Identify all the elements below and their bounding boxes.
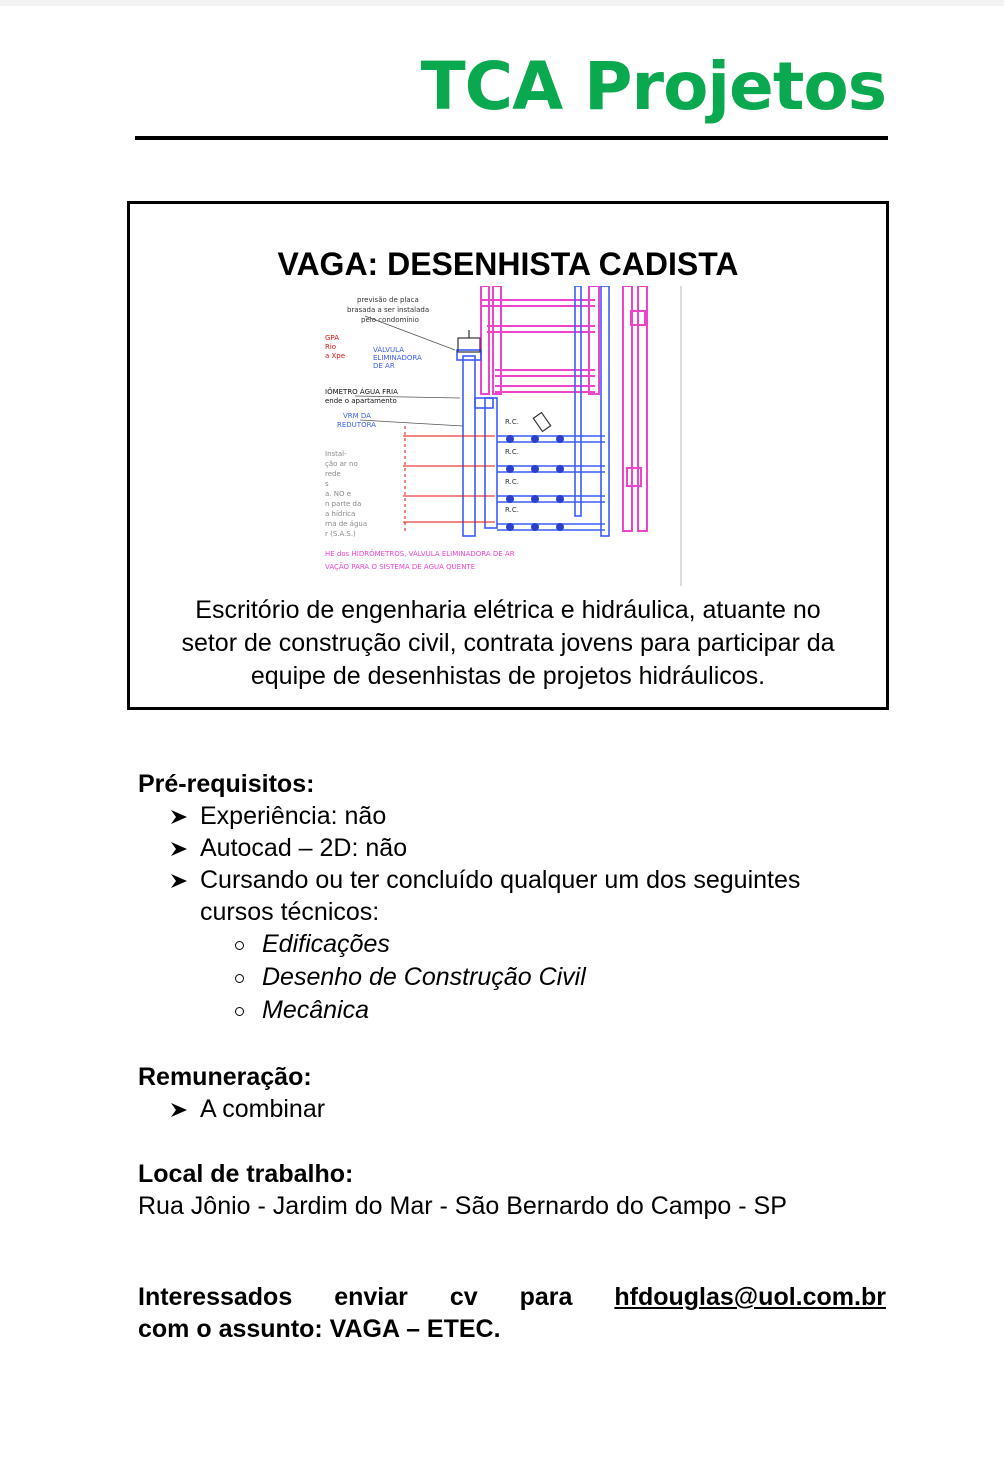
contact-word: cv xyxy=(449,1283,478,1311)
requirement-item-courses xyxy=(200,864,898,1027)
contact-word: para xyxy=(519,1283,573,1311)
job-description xyxy=(130,594,886,693)
course-item xyxy=(262,928,898,961)
note-top-3: pelo condomínio xyxy=(361,316,419,324)
note-top-1: previsão de placa xyxy=(357,296,419,304)
pay-section xyxy=(138,1061,898,1125)
location-section xyxy=(138,1158,898,1222)
pay-item xyxy=(200,1093,898,1125)
requirement-item xyxy=(200,832,898,864)
leader-lines xyxy=(355,316,463,426)
courses-list xyxy=(200,928,898,1027)
description-line: Escritório de engenharia elétrica e hidráulica, atuante no xyxy=(195,596,821,624)
pay-title: Remuneração: xyxy=(138,1063,312,1091)
requirement-item xyxy=(200,800,898,832)
requirements-title: Pré-requisitos: xyxy=(138,770,315,798)
courses-intro-line: cursos técnicos: xyxy=(200,898,380,926)
circle-bullet-icon xyxy=(235,1007,244,1016)
side-note-4: s xyxy=(325,480,329,488)
course-text: Mecânica xyxy=(262,996,369,1024)
course-item xyxy=(262,994,898,1027)
side-note-9: r (S.A.S.) xyxy=(325,530,356,538)
requirements-list xyxy=(138,800,898,1027)
contact-word: Interessados xyxy=(138,1283,293,1311)
red-dimension-lines xyxy=(403,426,495,531)
valve-label-3: DE AR xyxy=(373,362,395,370)
rc-label-1: R.C. xyxy=(505,418,519,426)
circle-bullet-icon xyxy=(235,974,244,983)
side-note-8: rna de água xyxy=(325,520,368,528)
course-item xyxy=(262,961,898,994)
arrowhead-bullet-icon xyxy=(170,809,188,825)
contact-email-link[interactable]: hfdouglas@uol.com.br xyxy=(614,1283,886,1311)
page-top-band xyxy=(0,0,1004,6)
valve-label-1: VÁLVULA xyxy=(373,346,405,354)
location-address: Rua Jônio - Jardim do Mar - São Bernardo do Campo - SP xyxy=(138,1192,787,1220)
side-note-6: n parte da xyxy=(325,500,362,508)
description-line: equipe de desenhistas de projetos hidráulicos. xyxy=(250,662,766,690)
rc-label-4: R.C. xyxy=(505,506,519,514)
note-red-1: GPA xyxy=(325,334,339,342)
side-note-2: ção ar no xyxy=(325,460,358,468)
rc-label-2: R.C. xyxy=(505,448,519,456)
note-red-2: Rio xyxy=(325,343,337,351)
side-note-3: rede xyxy=(325,470,341,478)
course-text: Desenho de Construção Civil xyxy=(262,963,586,991)
magenta-risers xyxy=(623,286,647,531)
note-top-2: brasada a ser instalada xyxy=(347,306,430,314)
side-note-5: a. NO e xyxy=(325,490,352,498)
arrowhead-bullet-icon xyxy=(170,1102,188,1118)
rc-label-3: R.C. xyxy=(505,478,519,486)
contact-line-1 xyxy=(138,1281,886,1313)
pay-text: A combinar xyxy=(200,1095,326,1123)
side-note-1: Instal- xyxy=(325,450,347,458)
location-title: Local de trabalho: xyxy=(138,1160,354,1188)
job-title: VAGA: DESENHISTA CADISTA xyxy=(277,246,739,282)
contact-section xyxy=(138,1281,886,1345)
vrp-label-1: VRM DA xyxy=(343,412,371,420)
contact-line-2: com o assunto: VAGA – ETEC. xyxy=(138,1315,501,1343)
circle-bullet-icon xyxy=(235,941,244,950)
header-rule xyxy=(135,136,888,140)
note-red-3: a Xpe xyxy=(325,352,346,360)
drawing-footer-1: HE dos HIDRÔMETROS, VÁLVULA ELIMINADORA DE AR xyxy=(325,550,515,558)
company-brand: TCA Projetos xyxy=(420,48,886,125)
job-card xyxy=(127,201,889,710)
valve-body xyxy=(458,330,551,431)
requirements-section xyxy=(138,768,898,1027)
arrowhead-bullet-icon xyxy=(170,841,188,857)
course-text: Edificações xyxy=(262,930,390,958)
courses-intro-line: Cursando ou ter concluído qualquer um dos seguintes xyxy=(200,866,801,894)
requirement-text: Autocad – 2D: não xyxy=(200,834,408,862)
requirement-text: Experiência: não xyxy=(200,802,387,830)
side-note-7: a hídrica xyxy=(325,510,356,518)
valve-label-2: ELIMINADORA xyxy=(373,354,422,362)
vrp-label-2: REDUTORA xyxy=(337,421,376,429)
meter-label-1: IÔMETRO ÁGUA FRIA xyxy=(325,388,398,396)
arrowhead-bullet-icon xyxy=(170,873,188,889)
hydraulic-drawing-illustration xyxy=(305,286,705,586)
description-line: setor de construção civil, contrata jovens para participar da xyxy=(181,629,835,657)
meter-label-2: ende o apartamento xyxy=(325,397,397,405)
pay-list xyxy=(138,1093,898,1125)
contact-word: enviar xyxy=(334,1283,408,1311)
drawing-footer-2: VAÇÃO PARA O SISTEMA DE ÁGUA QUENTE xyxy=(325,563,476,571)
